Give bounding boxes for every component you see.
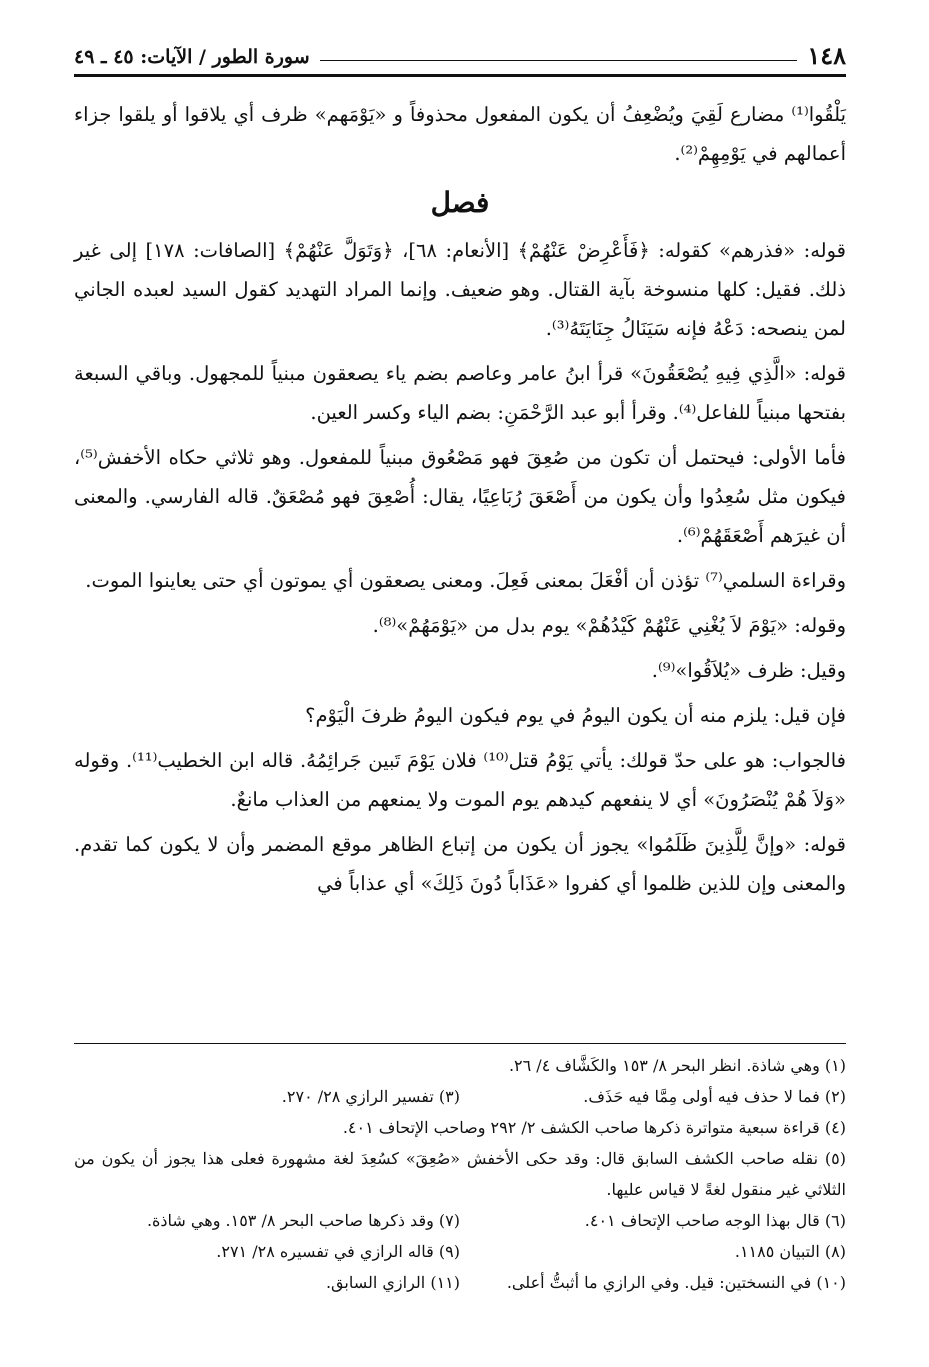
page-number: ١٤٨ [807, 41, 846, 70]
paragraph-5: وقراءة السلمي⁽⁷⁾ تؤذن أن أفْعَلَ بمعنى فَعِلَ. ومعنى يصعقون أي يموتون أي حتى يعاينوا الموت. [85, 569, 846, 592]
footnotes [74, 1050, 846, 1298]
running-header [74, 40, 846, 77]
paragraph-10: قوله: «وإنَّ لِلَّذِينَ ظَلَمُوا» يجوز أن يكون من إتباع الظاهر موقع المضمر وأن لا يكون كما تقدم. والمعنى وإن للذين ظلموا أي كفروا «عَذَاباً دُونَ ذَلِكَ» أي عذاباً في [74, 833, 846, 895]
paragraph-7: وقيل: ظرف «يُلاَقُوا»⁽⁹⁾. [651, 659, 846, 682]
paragraph-2: قوله: «فذرهم» كقوله: ﴿فَأَعْرِضْ عَنْهُمْ﴾ [الأنعام: ٦٨]، ﴿وَتَوَلَّ عَنْهُمْ﴾ [الصافات: ١٧٨] إلى غير ذلك. فقيل: كلها منسوخة بآية القتال. وهو ضعيف. وإنما المراد التهديد كقول السيد لعبده الجاني لمن ينصحه: دَعْهُ فإنه سَيَنَالُ جِنَايَتَهُ⁽³⁾. [74, 239, 846, 340]
footnote-row-2-3 [74, 1081, 846, 1112]
running-title: سورة الطور / الآيات: ٤٥ ـ ٤٩ [74, 46, 310, 68]
footnote-separator [74, 1043, 846, 1044]
footnote-4: (٤) قراءة سبعية متواترة ذكرها صاحب الكشف ٢/ ٢٩٢ وصاحب الإتحاف ٤٠١. [342, 1118, 846, 1137]
section-heading: فصل [430, 186, 490, 219]
book-page [74, 40, 846, 1340]
footnote-6: (٦) قال بهذا الوجه صاحب الإتحاف ٤٠١. [584, 1211, 846, 1230]
footnote-10: (١٠) في النسختين: قيل. وفي الرازي ما أثبتُّ أعلى. [506, 1273, 846, 1292]
footnote-1: (١) وهي شاذة. انظر البحر ٨/ ١٥٣ والكَشَّاف ٤/ ٢٦. [508, 1056, 846, 1075]
footnote-row-10-11 [74, 1267, 846, 1298]
footnote-11: (١١) الرازي السابق. [325, 1273, 460, 1292]
header-rule [320, 60, 798, 61]
footnote-row-8-9 [74, 1236, 846, 1267]
footnote-5: (٥) نقله صاحب الكشف السابق قال: وقد حكى الأخفش «صُعِقَ» كسُعِدَ لغة مشهورة فعلى هذا يجوز أن يكون من الثلاثي غير منقول لغةً لا قياس عليها. [74, 1149, 846, 1199]
paragraph-1: يَلْقُوا⁽¹⁾ مضارع لَقِيَ ويُضْعِفُ أن يكون المفعول محذوفاً و «يَوْمَهم» ظرف أي يلاقوا أو يلقوا جزاء أعمالهم في يَوْمِهِمْ⁽²⁾. [74, 103, 846, 165]
footnote-9: (٩) قاله الرازي في تفسيره ٢٨/ ٢٧١. [216, 1242, 460, 1261]
footnote-8: (٨) التبيان ١١٨٥. [734, 1242, 846, 1261]
footnote-7: (٧) وقد ذكرها صاحب البحر ٨/ ١٥٣. وهي شاذة. [146, 1211, 460, 1230]
paragraph-9: فالجواب: هو على حدّ قولك: يأتي يَوْمُ قتل⁽¹⁰⁾ فلان يَوْمَ تَبين جَرائِمُهُ. قاله ابن الخطيب⁽¹¹⁾. وقوله «وَلاَ هُمْ يُنْصَرُونَ» أي لا ينفعهم كيدهم يوم الموت ولا يمنعهم من العذاب مانعٌ. [74, 749, 846, 811]
footnote-2: (٢) فما لا حذف فيه أولى مِمَّا فيه حَذَف. [583, 1087, 846, 1106]
paragraph-8: فإن قيل: يلزم منه أن يكون اليومُ في يوم فيكون اليومُ ظرفَ الْيَوْم؟ [305, 704, 846, 727]
paragraph-4: فأما الأولى: فيحتمل أن تكون من صُعِقَ فهو مَصْعُوق مبنياً للمفعول. وهو ثلاثي حكاه الأخفش⁽⁵⁾، فيكون مثل سُعِدُوا وأن يكون من أَصْعَقَ رُبَاعِيًا، يقال: أُصْعِقَ فهو مُصْعَقٌ. قاله الفارسي. والمعنى أن غيرَهم أَصْعَقَهُمْ⁽⁶⁾. [74, 446, 846, 547]
main-text [74, 95, 846, 903]
footnote-row-6-7 [74, 1205, 846, 1236]
paragraph-3: قوله: «الَّذِي فِيهِ يُصْعَقُونَ» قرأ ابنُ عامر وعاصم بضم ياء يصعقون مبنياً للمجهول. وباقي السبعة بفتحها مبنياً للفاعل⁽⁴⁾. وقرأ أبو عبد الرَّحْمَنِ: بضم الياء وكسر العين. [74, 362, 846, 424]
footnote-3: (٣) تفسير الرازي ٢٨/ ٢٧٠. [281, 1087, 460, 1106]
paragraph-6: وقوله: «يَوْمَ لاَ يُغْنِي عَنْهُمْ كَيْدُهُمْ» يوم بدل من «يَوْمَهُمْ»⁽⁸⁾. [372, 614, 846, 637]
